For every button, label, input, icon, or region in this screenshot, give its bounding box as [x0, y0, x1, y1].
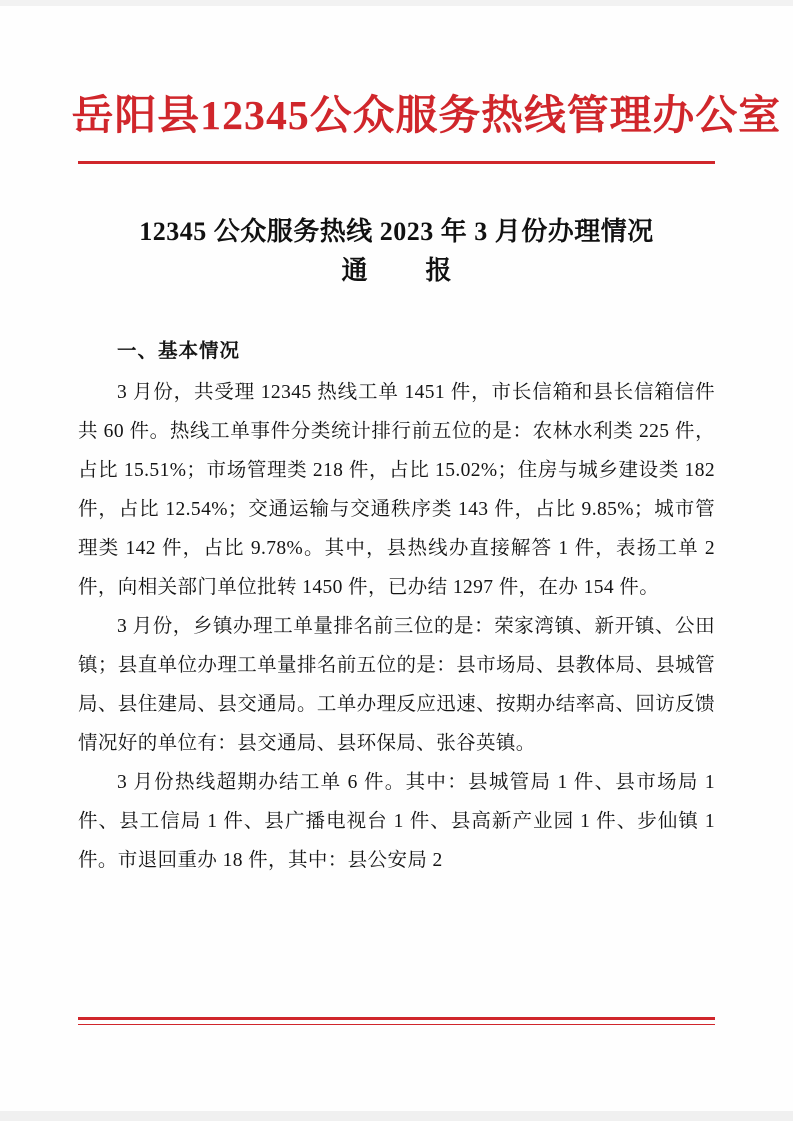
body-paragraph-2: 3 月份，乡镇办理工单量排名前三位的是：荣家湾镇、新开镇、公田镇；县直单位办理工单量排名前五位的是：县市场局、县教体局、县城管局、县住建局、县交通局。工单办理反应迅速、按期办结率高、回访反馈情况好的单位有：县交通局、县环保局、张谷英镇。: [78, 616, 715, 755]
document-body: [78, 332, 715, 880]
paper-edge-bottom: [0, 1111, 793, 1121]
paper-edge-top: [0, 0, 793, 6]
letterhead-organization-name: 岳阳县12345公众服务热线管理办公室: [71, 92, 782, 138]
body-paragraph-1: 3 月份，共受理 12345 热线工单 1451 件，市长信箱和县长信箱信件共 60 件。热线工单事件分类统计排行前五位的是：农林水利类 225 件，占比 15.51%；市场管理类 218 件，占比 15.02%；住房与城乡建设类 182 件，占比 12.54%；交通运输与交通秩序类 143 件，占比 9.85%；城市管理类 142 件，占比 9.78%。其中，县热线办直接解答 1 件，表扬工单 2 件，向相关部门单位批转 1450 件，已办结 1297 件，在办 154 件。: [78, 382, 715, 599]
letterhead-divider-rule: [78, 161, 715, 164]
footer-divider: [78, 1017, 715, 1025]
footer-rule-thin: [78, 1024, 715, 1025]
letterhead: [71, 0, 782, 164]
document-title-line-2: 通 报: [341, 256, 468, 286]
body-paragraph-3: 3 月份热线超期办结工单 6 件。其中：县城管局 1 件、县市场局 1 件、县工信局 1 件、县广播电视台 1 件、县高新产业园 1 件、步仙镇 1 件。市退回重办 18 件，其中：县公安局 2: [78, 772, 715, 872]
document-title-line-1: 12345 公众服务热线 2023 年 3 月份办理情况: [139, 217, 654, 247]
section-heading-basic-situation: 一、基本情况: [117, 341, 241, 363]
page-title: [78, 212, 715, 290]
footer-rule-thick: [78, 1017, 715, 1020]
